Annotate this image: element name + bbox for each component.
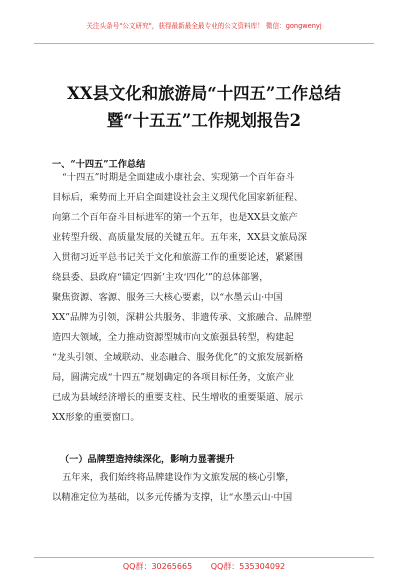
body-line: 向第二个百年奋斗目标进军的第一个五年，也是XX县文旅产 xyxy=(52,212,298,223)
body-line: 入贯彻习近平总书记关于文化和旅游工作的重要论述，紧紧围 xyxy=(52,252,304,263)
footer-qq-group-1: QQ群：30265665 xyxy=(122,562,193,571)
top-divider xyxy=(34,43,374,44)
document-title-line-2: 暨“十五五”工作规划报告2 xyxy=(106,111,302,130)
footer xyxy=(0,561,408,572)
document-title-line-1: XX县文化和旅游局“十四五”工作总结 xyxy=(67,84,341,103)
subsection-heading: （一）品牌塑造持续深化，影响力显著提升 xyxy=(60,454,235,465)
body-line: 已成为县域经济增长的重要支柱、民生增收的重要渠道、展示 xyxy=(52,392,304,403)
body-line: 业转型升级、高质量发展的关键五年。五年来，XX县文旅局深 xyxy=(52,232,307,243)
body-line: “十四五”时期是全面建成小康社会、实现第一个百年奋斗 xyxy=(62,172,295,183)
body-line: 造四大领域，全力推动资源型城市向文旅强县转型，构建起 xyxy=(52,332,294,343)
body-line: XX形象的重要窗口。 xyxy=(52,412,140,423)
body-line: “龙头引领、全域联动、业态融合、服务优化”的文旅发展新格 xyxy=(52,352,304,363)
body-line: XX”品牌为引领，深耕公共服务、非遗传承、文旅融合、品牌塑 xyxy=(52,312,312,323)
body-line: 五年来，我们始终将品牌建设作为文旅发展的核心引擎， xyxy=(62,472,295,483)
footer-qq-group-2: QQ群：535304092 xyxy=(210,562,286,571)
top-banner: 关注头条号"公文研究"，获得最新最全最专业的公文资料库！ 微信：gongwenyj xyxy=(86,22,322,30)
body-line: 局，圆满完成“十四五”规划确定的各项目标任务，文旅产业 xyxy=(52,372,294,383)
body-line: 聚焦资源、客源、服务三大核心要素，以“水墨云山·中国 xyxy=(52,292,283,303)
section-heading: 一、“十四五”工作总结 xyxy=(52,159,146,170)
body-line: 绕县委、县政府“锚定‘四新’主攻‘四化’”的总体部署， xyxy=(52,272,269,283)
bottom-divider xyxy=(34,557,374,558)
body-line: 以精准定位为基础，以多元传播为支撑，让“水墨云山·中国 xyxy=(52,492,293,503)
body-line: 目标后，乘势而上开启全面建设社会主义现代化国家新征程、 xyxy=(52,192,304,203)
